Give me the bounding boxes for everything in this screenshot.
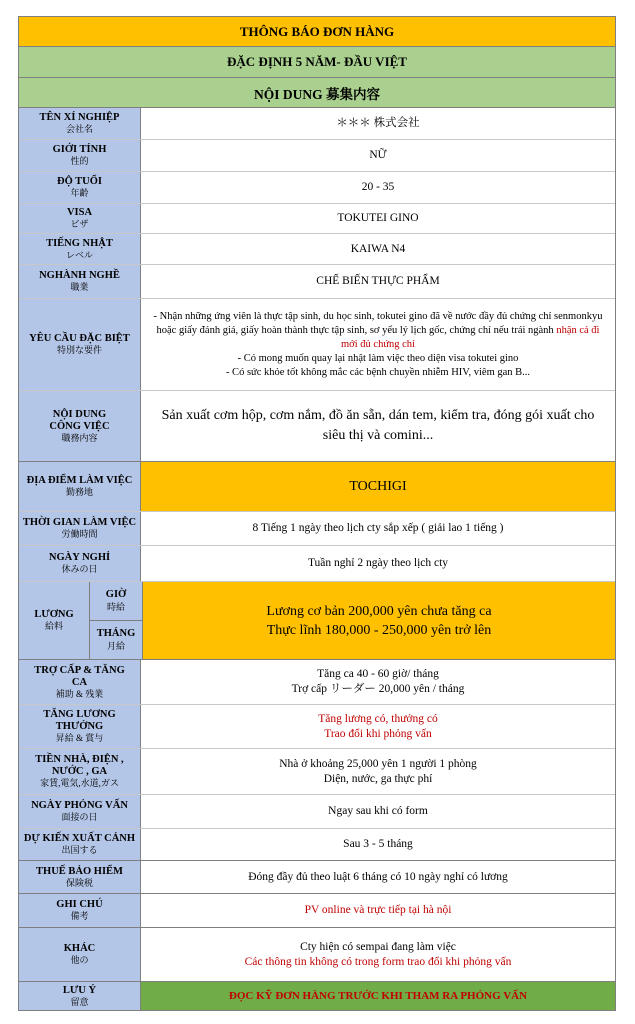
label-jp: 留意	[70, 996, 89, 1007]
label-vi: NGHÀNH NGHỀ	[39, 270, 120, 281]
label-interview	[19, 795, 141, 828]
raise-line-2: Trao đổi khi phỏng vấn	[324, 727, 432, 740]
row-work-time	[19, 512, 615, 546]
industry-text: CHẾ BIẾN THỰC PHẨM	[316, 275, 440, 287]
label-jp: 休みの日	[61, 564, 98, 574]
hourly-vi: GIỜ	[105, 589, 127, 600]
order-title-text: THÔNG BÁO ĐƠN HÀNG	[239, 23, 395, 39]
value-insurance	[141, 861, 615, 893]
salary-line-2: Thực lĩnh 180,000 - 250,000 yên trở lên	[266, 622, 492, 638]
label-jp: 家賃,電気,水道,ガス	[40, 778, 119, 788]
value-location	[141, 462, 615, 511]
label-jp: ビザ	[70, 219, 89, 229]
value-job	[141, 391, 615, 461]
value-note	[141, 894, 615, 927]
label-requirements	[19, 299, 141, 390]
row-note	[19, 894, 615, 928]
value-caution	[141, 982, 615, 1010]
value-age	[141, 172, 615, 203]
label-vi: KHÁC	[63, 943, 96, 954]
label-holiday	[19, 546, 141, 581]
label-note	[19, 894, 141, 927]
value-allowance	[141, 660, 615, 704]
label-location	[19, 462, 141, 511]
job-order-sheet	[18, 16, 616, 1011]
label-jp: 保険税	[65, 877, 93, 888]
label-jp: 職務内容	[61, 432, 98, 443]
value-holiday	[141, 546, 615, 581]
label-vi: VISA	[66, 207, 93, 218]
interview-text: Ngay sau khi có form	[328, 805, 428, 817]
japanese-text: KAIWA N4	[350, 242, 406, 255]
value-requirements	[141, 299, 615, 390]
label-gender	[19, 140, 141, 171]
label-allowance	[19, 660, 141, 704]
row-industry	[19, 265, 615, 299]
label-work-time	[19, 512, 141, 545]
label-jp: 労働時間	[61, 529, 98, 539]
row-visa	[19, 204, 615, 234]
holiday-text: Tuần nghỉ 2 ngày theo lịch cty	[307, 557, 449, 569]
row-company	[19, 108, 615, 140]
label-vi: GIỚI TÍNH	[52, 144, 107, 155]
requirement-1	[147, 310, 609, 352]
label-jp: 職業	[70, 282, 89, 292]
label-housing	[19, 749, 141, 794]
housing-line-2: Diện, nước, ga thực phí	[323, 772, 433, 785]
allowance-line-2: Trợ cấp リーダー 20,000 yên / tháng	[291, 683, 465, 695]
label-caution	[19, 982, 141, 1010]
label-jp: 勤務地	[65, 487, 93, 497]
row-location	[19, 462, 615, 512]
label-vi-2: CÔNG VIỆC	[49, 420, 110, 432]
value-other	[141, 928, 615, 981]
label-vi: DỰ KIẾN XUẤT CẢNH	[23, 833, 136, 844]
requirement-1-text: - Nhận những ứng viên là thực tập sinh, du học sinh, tokutei gino đã về nước đầy đủ chứng chỉ senmonkyu hoặc giấy đánh giá, giấy hoàn thành thực tập sinh, sơ yếu lý lịch gốc, chứng chỉ nếu trái ngành	[153, 310, 603, 336]
other-line-2: Các thông tin không có trong form trao đổi khi phỏng vấn	[244, 955, 512, 968]
row-japanese	[19, 234, 615, 265]
value-gender	[141, 140, 615, 171]
row-allowance	[19, 660, 615, 705]
value-departure	[141, 829, 615, 860]
label-jp: 出国する	[61, 845, 98, 855]
visa-text: TOKUTEI GINO	[337, 212, 419, 224]
label-vi-2: CA	[71, 676, 88, 688]
label-jp: 面接の日	[61, 812, 98, 822]
label-vi: ĐỘ TUỔI	[56, 176, 103, 187]
label-vi: THỜI GIAN LÀM VIỆC	[22, 517, 137, 528]
hourly-jp: 時給	[106, 602, 125, 612]
label-vi: YÊU CẦU ĐẶC BIỆT	[29, 333, 130, 344]
label-vi: LƯU Ý	[62, 984, 97, 996]
label-departure	[19, 829, 141, 860]
row-other	[19, 928, 615, 982]
label-vi-2: NƯỚC , GA	[51, 766, 108, 777]
monthly-jp: 月給	[106, 641, 125, 651]
label-vi: NGÀY PHỎNG VẤN	[31, 800, 128, 811]
company-name: ＊＊＊ 株式会社	[336, 117, 420, 129]
note-text: PV online và trực tiếp tại hà nội	[304, 904, 452, 916]
row-gender	[19, 140, 615, 172]
value-interview	[141, 795, 615, 828]
location-text: TOCHIGI	[349, 479, 407, 494]
label-jp: 昇給 & 賞与	[55, 733, 104, 743]
row-age	[19, 172, 615, 204]
label-salary	[19, 582, 89, 659]
label-company	[19, 108, 141, 139]
label-vi-2: THƯỞNG	[55, 721, 104, 732]
label-vi: ĐỊA ĐIỂM LÀM VIỆC	[26, 475, 133, 486]
label-insurance	[19, 861, 141, 893]
value-salary	[143, 582, 615, 659]
order-subtitle-text: ĐẶC ĐỊNH 5 NĂM- ĐẦU VIỆT	[227, 54, 407, 69]
raise-line-1: Tăng lương có, thưởng có	[318, 712, 438, 725]
label-jp: レベル	[65, 249, 93, 260]
label-vi: TÊN XÍ NGHIỆP	[39, 112, 120, 123]
value-company	[141, 108, 615, 139]
label-hourly	[90, 582, 142, 620]
label-vi: NGÀY NGHỈ	[48, 552, 111, 563]
label-jp: 補助 & 残業	[55, 688, 104, 699]
label-vi-1: NỘI DUNG	[52, 408, 107, 420]
label-industry	[19, 265, 141, 298]
gender-text: NỮ	[369, 149, 387, 161]
row-job	[19, 391, 615, 462]
salary-sub-labels	[89, 582, 143, 659]
value-work-time	[141, 512, 615, 545]
monthly-vi: THÁNG	[96, 628, 136, 639]
label-jp: 年齢	[70, 188, 89, 198]
row-raise	[19, 705, 615, 749]
label-vi-1: TRỢ CẤP & TĂNG	[34, 664, 125, 676]
order-subtitle	[19, 47, 615, 78]
requirement-3: - Có sức khỏe tốt không mắc các bệnh chuyền nhiễm HIV, viêm gan B...	[225, 366, 531, 378]
requirement-1-highlight: nhận cả đi mới đủ chứng chỉ	[341, 324, 600, 350]
row-caution	[19, 982, 615, 1010]
allowance-line-1: Tăng ca 40 - 60 giờ/ tháng	[317, 668, 439, 680]
value-raise	[141, 705, 615, 748]
row-housing	[19, 749, 615, 795]
value-japanese	[141, 234, 615, 264]
label-job	[19, 391, 141, 461]
job-text: Sản xuất cơm hộp, cơm nắm, đồ ăn sẵn, dán tem, kiểm tra, đóng gói xuất cho siêu thị và comini...	[161, 408, 595, 443]
row-requirements	[19, 299, 615, 391]
insurance-text: Đóng đầy đủ theo luật 6 tháng có 10 ngày nghỉ có lương	[248, 870, 508, 883]
order-title	[19, 17, 615, 47]
value-industry	[141, 265, 615, 298]
row-insurance	[19, 861, 615, 894]
caution-text: ĐỌC KỸ ĐƠN HÀNG TRƯỚC KHI THAM RA PHỎNG VẤN	[228, 989, 528, 1002]
row-salary	[19, 582, 615, 660]
row-interview	[19, 795, 615, 829]
content-title-text: NỘI DUNG 募集内容	[253, 86, 380, 102]
departure-text: Sau 3 - 5 tháng	[343, 838, 413, 850]
label-jp: 性的	[70, 156, 89, 166]
label-vi: TIẾNG NHẬT	[46, 237, 113, 249]
label-raise	[19, 705, 141, 748]
label-vi: LƯƠNG	[34, 609, 74, 620]
label-jp: 他の	[70, 955, 89, 965]
label-vi: GHI CHÚ	[56, 899, 103, 910]
label-jp: 特別な要件	[56, 345, 102, 355]
housing-line-1: Nhà ở khoảng 25,000 yên 1 người 1 phòng	[279, 757, 477, 770]
label-japanese	[19, 234, 141, 264]
requirement-2: - Có mong muốn quay lại nhật làm việc theo diện visa tokutei gino	[237, 352, 519, 364]
label-jp: 給料	[44, 621, 63, 631]
value-housing	[141, 749, 615, 794]
work-time-text: 8 Tiếng 1 ngày theo lịch cty sắp xếp ( giải lao 1 tiếng )	[252, 522, 504, 534]
salary-line-1: Lương cơ bản 200,000 yên chưa tăng ca	[266, 603, 492, 619]
label-vi-1: TIỀN NHÀ, ĐIỆN ,	[35, 754, 124, 765]
label-jp: 備考	[70, 911, 89, 921]
label-monthly	[90, 620, 142, 659]
label-age	[19, 172, 141, 203]
other-line-1: Cty hiện có sempai đang làm việc	[300, 940, 456, 953]
label-visa	[19, 204, 141, 233]
content-title	[19, 78, 615, 108]
value-visa	[141, 204, 615, 233]
label-vi: THUẾ BẢO HIỂM	[36, 865, 123, 877]
row-holiday	[19, 546, 615, 582]
label-jp: 会社名	[65, 124, 93, 134]
row-departure	[19, 829, 615, 861]
label-vi-1: TĂNG LƯƠNG	[43, 709, 116, 720]
label-other	[19, 928, 141, 981]
age-text: 20 - 35	[361, 181, 395, 193]
